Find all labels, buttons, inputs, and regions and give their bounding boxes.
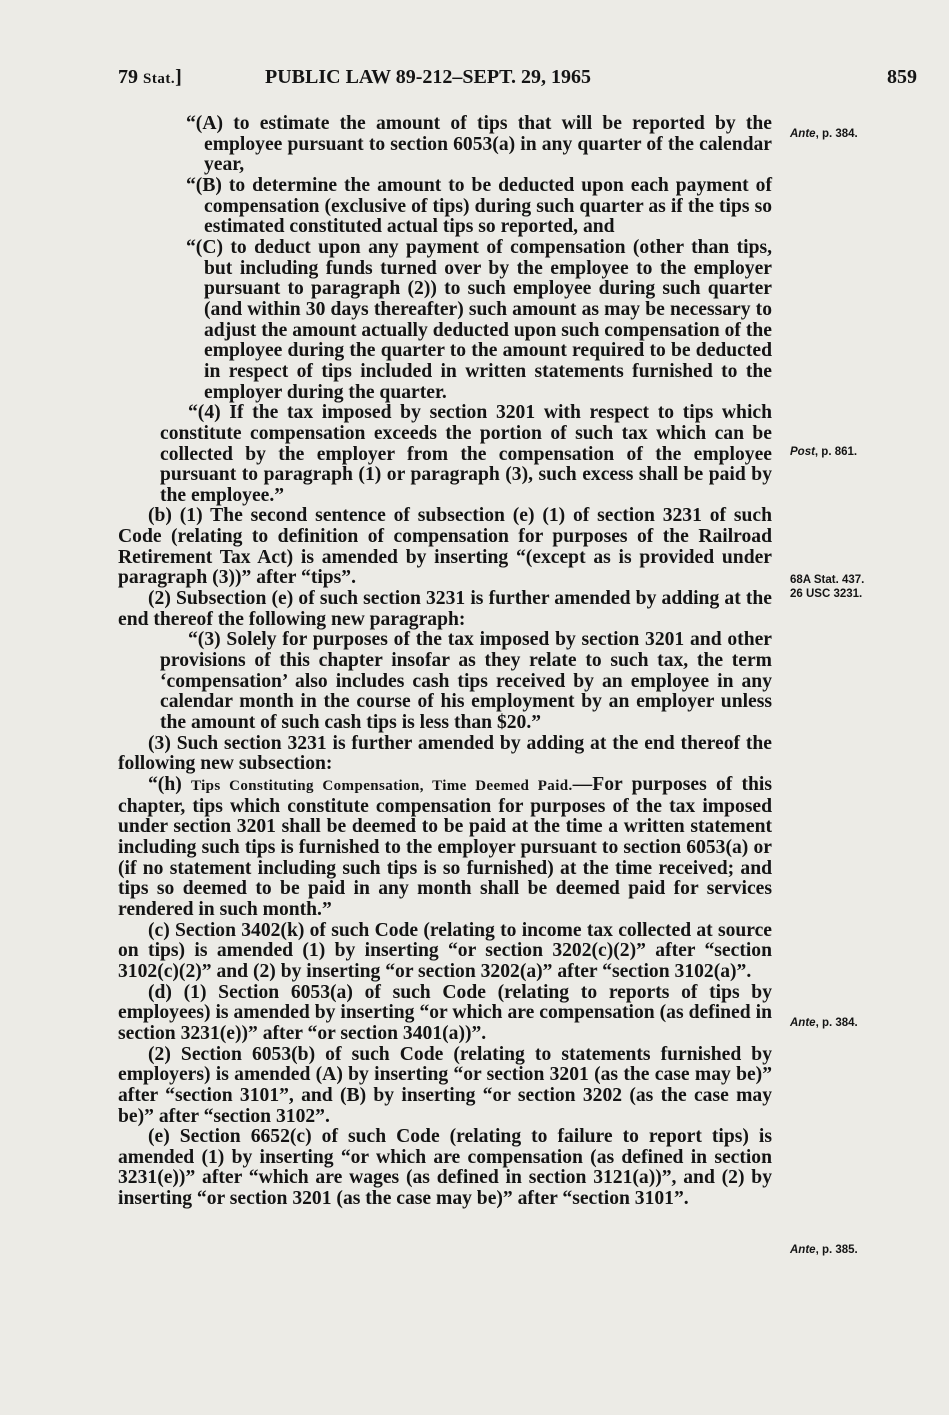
subsection-d1: (d) (1) Section 6053(a) of such Code (relating to reports of tips by employees) is amended by inserting “or which are compensation (as defined in section 3231(e))” after “or section 3401(a))”. — [118, 981, 772, 1044]
volume-number: 79 — [118, 66, 138, 88]
volume-bracket: ] — [175, 66, 182, 88]
paragraph-3: “(3) Solely for purposes of the tax imposed by section 3201 and other provisions of this chapter insofar as they relate to such tax, the term ‘compensation’ also includes cash tips received by an employee in any calendar month in the course of his employment by an employer unless the amount of such cash tips is less than $20.” — [160, 629, 772, 734]
volume-citation — [118, 66, 182, 89]
subsection-b1: (b) (1) The second sentence of subsection (e) (1) of section 3231 of such Code (relating to definition of compensation for purposes of the Railroad Retirement Tax Act) is amended by inserting “(except as is provided under paragraph (3))” after “tips”. — [118, 505, 772, 589]
page-number: 859 — [887, 66, 917, 88]
subsection-h-heading: Tips Constituting Compensation, Time Deemed Paid. — [190, 778, 573, 794]
statute-text — [118, 114, 772, 1210]
margin-note: Ante, p. 384. — [790, 1017, 858, 1029]
running-title: PUBLIC LAW 89-212–SEPT. 29, 1965 — [265, 66, 591, 88]
clause-c: “(C) to deduct upon any payment of compensation (other than tips, but including funds turned over by the employee to the employer pursuant to paragraph (2)) to such employee during such quarter (and within 30 days thereafter) such amount as may be necessary to adjust the amount actually deducted upon such compensation of the employee during the quarter to the amount required to be deducted in respect of tips included in written statements furnished to the employer during the quarter. — [186, 236, 772, 403]
subsection-h: “(h) Tips Constituting Compensation, Time Deemed Paid.—For purposes of this chapter, tips which constitute compensation for purposes of the tax imposed under section 3201 shall be deemed to be paid at the time a written statement including such tips is furnished to the employer pursuant to section 6053(a) or (if no statement including such tips is so furnished) at the time received; and tips so deemed to be paid in any month shall be deemed paid for services rendered in such month.” — [118, 774, 772, 920]
clause-b: “(B) to determine the amount to be deducted upon each payment of compensation (exclusive of tips) during such quarter as if the tips so estimated constituted actual tips so reported, and — [186, 174, 772, 238]
subsection-e: (e) Section 6652(c) of such Code (relating to failure to report tips) is amended (1) by inserting “or which are compensation (as defined in section 3231(e))” after “which are wages (as defined in section 3121(a))”, and (2) by inserting “or section 3201 (as the case may be)” after “section 3101”. — [118, 1126, 772, 1210]
subsection-d2: (2) Section 6053(b) of such Code (relating to statements furnished by employers) is amended (A) by inserting “or section 3201 (as the case may be)” after “section 3101”, and (B) by inserting “or section 3202 (as the case may be)” after “section 3102”. — [118, 1043, 772, 1127]
subsection-b2: (2) Subsection (e) of such section 3231 is further amended by adding at the end thereof the following new paragraph: — [118, 588, 772, 630]
margin-note: 68A Stat. 437. 26 USC 3231. — [790, 574, 865, 600]
subsection-c: (c) Section 3402(k) of such Code (relating to income tax collected at source on tips) is amended (1) by inserting “or section 3202(c)(2)” after “section 3102(c)(2)” and (2) by inserting “or section 3202(a)” after “section 3102(a)”. — [118, 919, 772, 982]
volume-stat: Stat. — [143, 71, 176, 87]
subsection-b3: (3) Such section 3231 is further amended by adding at the end thereof the following new subsection: — [118, 732, 772, 775]
clause-a: “(A) to estimate the amount of tips that will be reported by the employee pursuant to section 6053(a) in any quarter of the calendar year, — [186, 113, 772, 176]
paragraph-4: “(4) If the tax imposed by section 3201 with respect to tips which constitute compensation exceeds the portion of such tax which can be collected by the employer from the compensation of the employee pursuant to paragraph (1) or paragraph (3), such excess shall be paid by the employee.” — [160, 402, 772, 506]
margin-note: Ante, p. 384. — [790, 128, 858, 140]
margin-note: Post, p. 861. — [790, 446, 858, 458]
margin-note: Ante, p. 385. — [790, 1244, 858, 1256]
